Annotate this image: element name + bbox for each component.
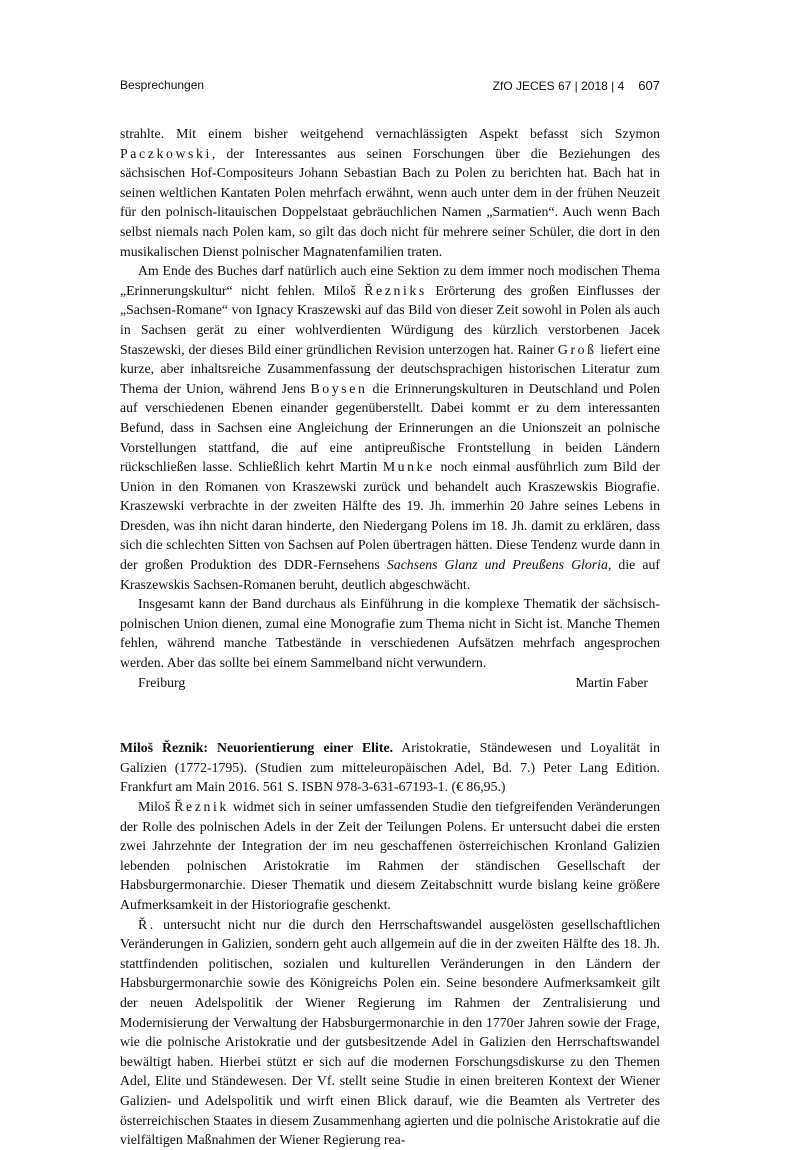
text-run: strahlte. Mit einem bisher weitgehend vernachlässigten Aspekt befasst sich Szymon <box>120 126 660 141</box>
journal-info <box>493 78 660 93</box>
text-run: Miloš <box>138 799 175 814</box>
author-name: Řeznik <box>174 799 229 814</box>
text-run: Am Ende des Buches darf natürlich auch eine Sektion zu dem immer noch modischen Thema „Erinnerungskultur“ nicht fehlen. Miloš <box>120 263 660 298</box>
review2-heading <box>120 738 660 797</box>
review1-paragraph-2 <box>120 261 660 594</box>
reviewer-name: Martin Faber <box>575 674 648 690</box>
review-place: Freiburg <box>138 674 186 690</box>
author-name: Řezniks <box>364 282 427 298</box>
book-author-title: Miloš Řeznik: Neuorientierung einer Elite. <box>120 740 394 756</box>
book-details: Aristokratie, Ständewesen und Loyalität in Galizien (1772-1795). (Studien zum mitteleuropäischen Adel, Bd. 7.) Peter Lang Edition. Frankfurt am Main 2016. 561 S. ISBN 978-3-631-67193-1. (€ 86,95.) <box>120 740 660 795</box>
text-run: widmet sich in seiner umfassenden Studie den tiefgreifenden Veränderungen der Rolle des polnischen Adels in der Zeit der Teilungen Polens. Er untersucht dabei die ersten zwei Jahrzehnte der Integration der im neu geschaffenen österreichischen Kronland Galizien lebenden polnischen Aristokratie im Rahmen der ständischen Gesellschaft der Habsburgermonarchie. Dieser Thematik und diesem Zeitabschnitt wurde bislang keine größere Aufmerksamkeit in der Historiografie geschenkt. <box>120 799 660 912</box>
author-name: Ř. <box>138 916 156 932</box>
article-body <box>120 124 660 1150</box>
section-label: Besprechungen <box>120 78 205 92</box>
running-head <box>120 78 660 96</box>
review1-signature <box>120 673 660 693</box>
text-run: noch einmal ausführlich zum Bild der Union in den Romanen von Kraszewski zurück und behandelt auch Kraszewskis Biografie. Kraszewski verbrachte in der zweiten Hälfte des 19. Jh. immerhin 20 Jahre seines Lebens in Dresden, was ihn nicht daran hinderte, den Niedergang Polens im 18. Jh. damit zu erklären, dass sich die schlechten Sitten von Sachsen auf Polen übertragen hätten. Diese Tendenz wurde dann in der großen Produktion des DDR-Fernsehens <box>120 459 661 573</box>
author-name: Paczkowski <box>120 145 212 161</box>
review2-paragraph-1 <box>120 797 660 915</box>
review1-paragraph-3: Insgesamt kann der Band durchaus als Einführung in die komplexe Thematik der sächsisch-polnischen Union dienen, zumal eine Monografie zum Thema nicht in Sicht ist. Manche Themen fehlen, während manche Tatbestände in verschiedenen Aufsätzen mehrfach angesprochen werden. Aber das sollte bei einem Sammelband nicht verwundern. <box>120 596 660 671</box>
author-name: Groß <box>557 341 597 357</box>
text-run: die Erinnerungskulturen in Deutschland und Polen auf verschiedenen Ebenen einander gegenüberstellt. Dabei kommt er zu dem interessanten Befund, dass in Sachsen eine Angleichung der Erinnerungen an die Unionszeit an polnische Vorstellungen stattfand, die auf eine antipreußische Frontstellung in beiden Ländern rückschließen lasse. Schließlich kehrt Martin <box>120 380 660 475</box>
journal-name: ZfO JECES 67 | 2018 | 4 <box>492 79 625 93</box>
review2-paragraph-2 <box>120 915 660 1150</box>
author-name: Munke <box>382 459 435 475</box>
author-name: Boysen <box>310 380 368 396</box>
text-run: , der Interessantes aus seinen Forschungen über die Beziehungen des sächsischen Hof-Compositeurs Johann Sebastian Bach zu Polen zu berichten hat. Bach hat in seinen weltlichen Kantaten Polen mehrfach erwähnt, wenn auch unter dem in der frühen Neuzeit für den polnisch-litauischen Doppelstaat gebräuchlichen Namen „Sarmatien“. Auch wenn Bach selbst niemals nach Polen kam, so gilt das doch nicht für mehrere seiner Schüler, die dort in den musikalischen Dienst polnischer Magnatenfamilien traten. <box>120 145 660 259</box>
text-run: liefert eine kurze, aber inhaltsreiche Zusammenfassung der deutschsprachigen historischen Literatur zum Thema der Union, während Jens <box>120 341 660 396</box>
page-number: 607 <box>638 78 660 93</box>
text-run: untersucht nicht nur die durch den Herrschaftswandel ausgelösten gesellschaftlichen Veränderungen in Galizien, sondern geht auch allgemein auf die in der zweiten Hälfte des 18. Jh. stattfindenden politischen, sozialen und kulturellen Veränderungen in den Ländern der Habsburgermonarchie sowie des Königreichs Polen ein. Seine besondere Aufmerksamkeit gilt der neuen Adelspolitik der Wiener Regierung im Rahmen der Zentralisierung und Modernisierung der Verwaltung der Habsburgermonarchie in den 1770er Jahren sowie der Frage, wie die polnische Aristokratie und der gutsbesitzende Adel in Galizien den Herrschaftswandel bewältigt haben. Hierbei stützt er sich auf die modernen Forschungsdiskurse zu den Themen Adel, Elite und Ständewesen. Der Vf. stellt seine Studie in einen breiteren Kontext der Wiener Galizien- und Adelspolitik und wirft einen Blick darauf, wie die Beamten als Vertreter des österreichischen Staates in diesem Zusammenhang agierten und die polnische Aristokratie auf die vielfältigen Maßnahmen der Wiener Regierung rea- <box>120 916 660 1148</box>
text-run: Erörterung des großen Einflusses der „Sachsen-Romane“ von Ignacy Kraszewski auf das Bild von dieser Zeit sowohl in Polen als auch in Sachsen gerät zu einer wohlverdienten Würdigung des kürzlich verstorbenen Jacek Staszewski, der dieses Bild einer gründlichen Revision unterzogen hat. Rainer <box>120 282 660 357</box>
text-run: , die auf Kraszewskis Sachsen-Romanen beruht, deutlich abgeschwächt. <box>120 557 660 592</box>
review1-paragraph-1 <box>120 124 660 261</box>
work-title: Sachsens Glanz und Preußens Gloria <box>386 557 608 573</box>
